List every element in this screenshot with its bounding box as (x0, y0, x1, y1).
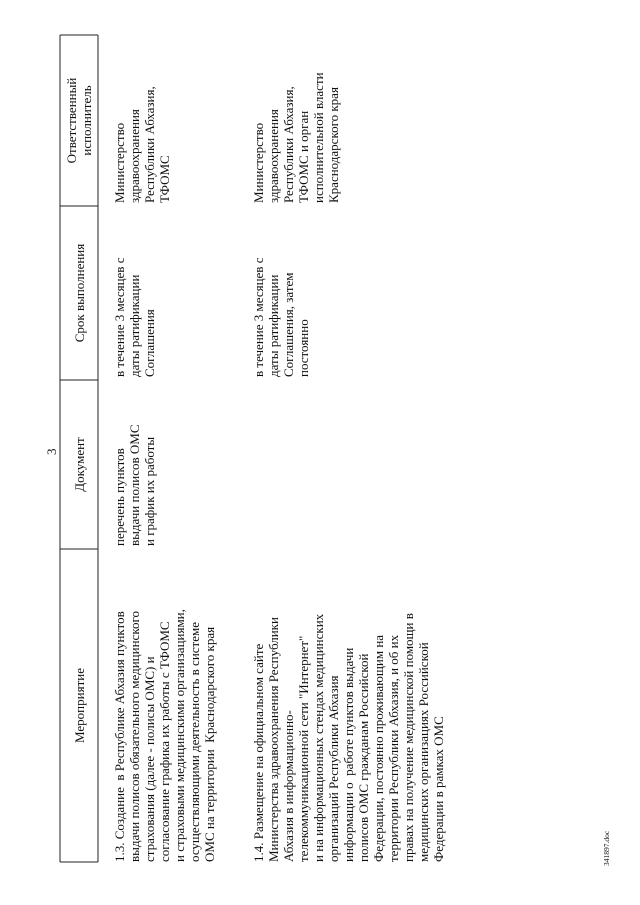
file-footer: 341897.doc (602, 830, 611, 866)
header-activity: Мероприятие (72, 668, 87, 743)
page-number: 3 (44, 448, 59, 455)
row1-activity: 1.3. Создание в Республике Абхазия пунктов выдачи полисов обязательного медицинского страхования (далее - полисы ОМС) и согласование графика их работы с ТФОМС и страховыми медицинскими организациями, осуществляющими деятельность в системе ОМС на территории Краснодарского края (112, 609, 217, 862)
row2-deadline: в течение 3 месяцев с даты ратификации Соглашения, затем постоянно (251, 257, 311, 377)
row1-responsible: Министерство здравоохранения Республики Абхазия, ТФОМС (112, 86, 172, 203)
row1-document: перечень пунктов выдачи полисов ОМС и график их работы (112, 424, 157, 546)
header-document: Документ (72, 437, 87, 492)
header-deadline: Срок выполнения (72, 243, 87, 343)
row1-deadline: в течение 3 месяцев с даты ратификации Соглашения (112, 257, 157, 377)
row2-responsible: Министерство здравоохранения Республики Абхазия, ТФОМС и орган исполнительной власти Краснодарского края (251, 72, 341, 203)
header-responsible: Ответственный исполнитель (64, 77, 94, 164)
row2-activity: 1.4. Размещение на официальном сайте Министерства здравоохранения Республики Абхазия в информационно- телекоммуникационной сети "Интернет" и на информационных стендах медицинских организаций Республики Абхазия информации о работе пунктов выдачи полисов ОМС гражданам Российской Федерации, постоянно проживающим на территории Республики Абхазия, и об их правах на получение медицинской помощи в медицинских организациях Российской Федерации в рамках ОМС (251, 613, 446, 862)
